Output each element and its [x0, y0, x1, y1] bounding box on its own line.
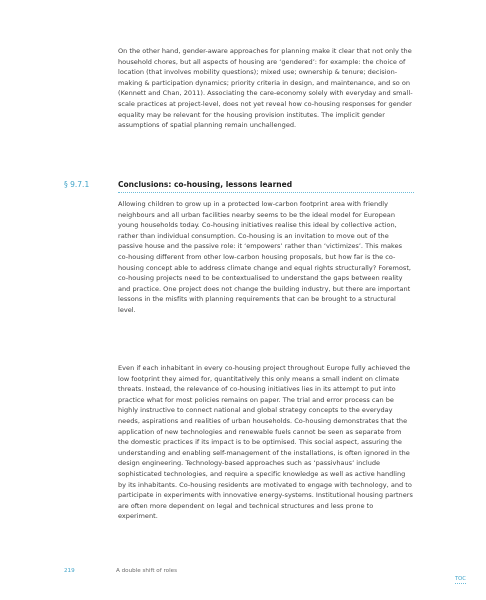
body-paragraph-2: Allowing children to grow up in a protected low-carbon footprint area with friendly neighbours and all urban facilities nearby seems to be the ideal model for European young households today. Co-housing initiatives realise this ideal by collective action, rather than individual consumption. Co-housing is an invitation to move out of the passive house and the passive role: it ‘empowers’ rather than ‘victimizes’. This makes co-housing different from other low-carbon housing proposals, but how far is the co-housing concept able to address climate change and equal rights structurally? Foremost, co-housing projects need to be contextualised to understand the gaps between reality and practice. One project does not change the building industry, but there are important lessons in the misfits with planning requirements that can be brought to a structural level. [118, 200, 411, 314]
section-number: § 9.7.1 [64, 180, 90, 189]
page-footer [64, 568, 177, 574]
toc-link[interactable]: TOC [455, 576, 466, 582]
running-title: A double shift of roles [116, 568, 177, 574]
section-heading [64, 177, 414, 193]
section-divider [118, 192, 414, 193]
page-number: 219 [64, 568, 75, 574]
section-title: Conclusions: co-housing, lessons learned [118, 180, 293, 189]
body-paragraph-1: On the other hand, gender-aware approaches for planning make it clear that not only the household chores, but all aspects of housing are ‘gendered’: for example: the choice of location (that involves mobility questions); mixed use; ownership & tenure; decision-making & participation dynamics; priority criteria in design, and maintenance, and so on (Kennett and Chan, 2011). Associating the care-economy solely with everyday and small-scale practices at project-level, does not yet reveal how co-housing responses for gender equality may be relevant for the housing provision institutes. The implicit gender assumptions of spatial planning remain unchallenged. [118, 47, 413, 130]
body-paragraph-3: Even if each inhabitant in every co-housing project throughout Europe fully achieved the low footprint they aimed for, quantitatively this only means a small indent on climate threats. Instead, the relevance of co-housing initiatives lies in its attempt to put into practice what for most policies remains on paper. The trial and error process can be highly instructive to connect national and global strategy concepts to the everyday needs, aspirations and realities of urban households. Co-housing demonstrates that the application of new technologies and renewable fuels cannot be seen as separate from the domestic practices if its impact is to be optimised. This social aspect, assuring the understanding and enabling self-management of the installations, is often ignored in the design engineering. Technology-based approaches such as ‘passivhaus’ include sophisticated technologies, and require a specific knowledge as well as active handling by its inhabitants. Co-housing residents are motivated to engage with technology, and to participate in experiments with innovative energy-systems. Institutional housing partners are often more dependent on legal and technical structures and less prone to experiment. [118, 364, 413, 521]
